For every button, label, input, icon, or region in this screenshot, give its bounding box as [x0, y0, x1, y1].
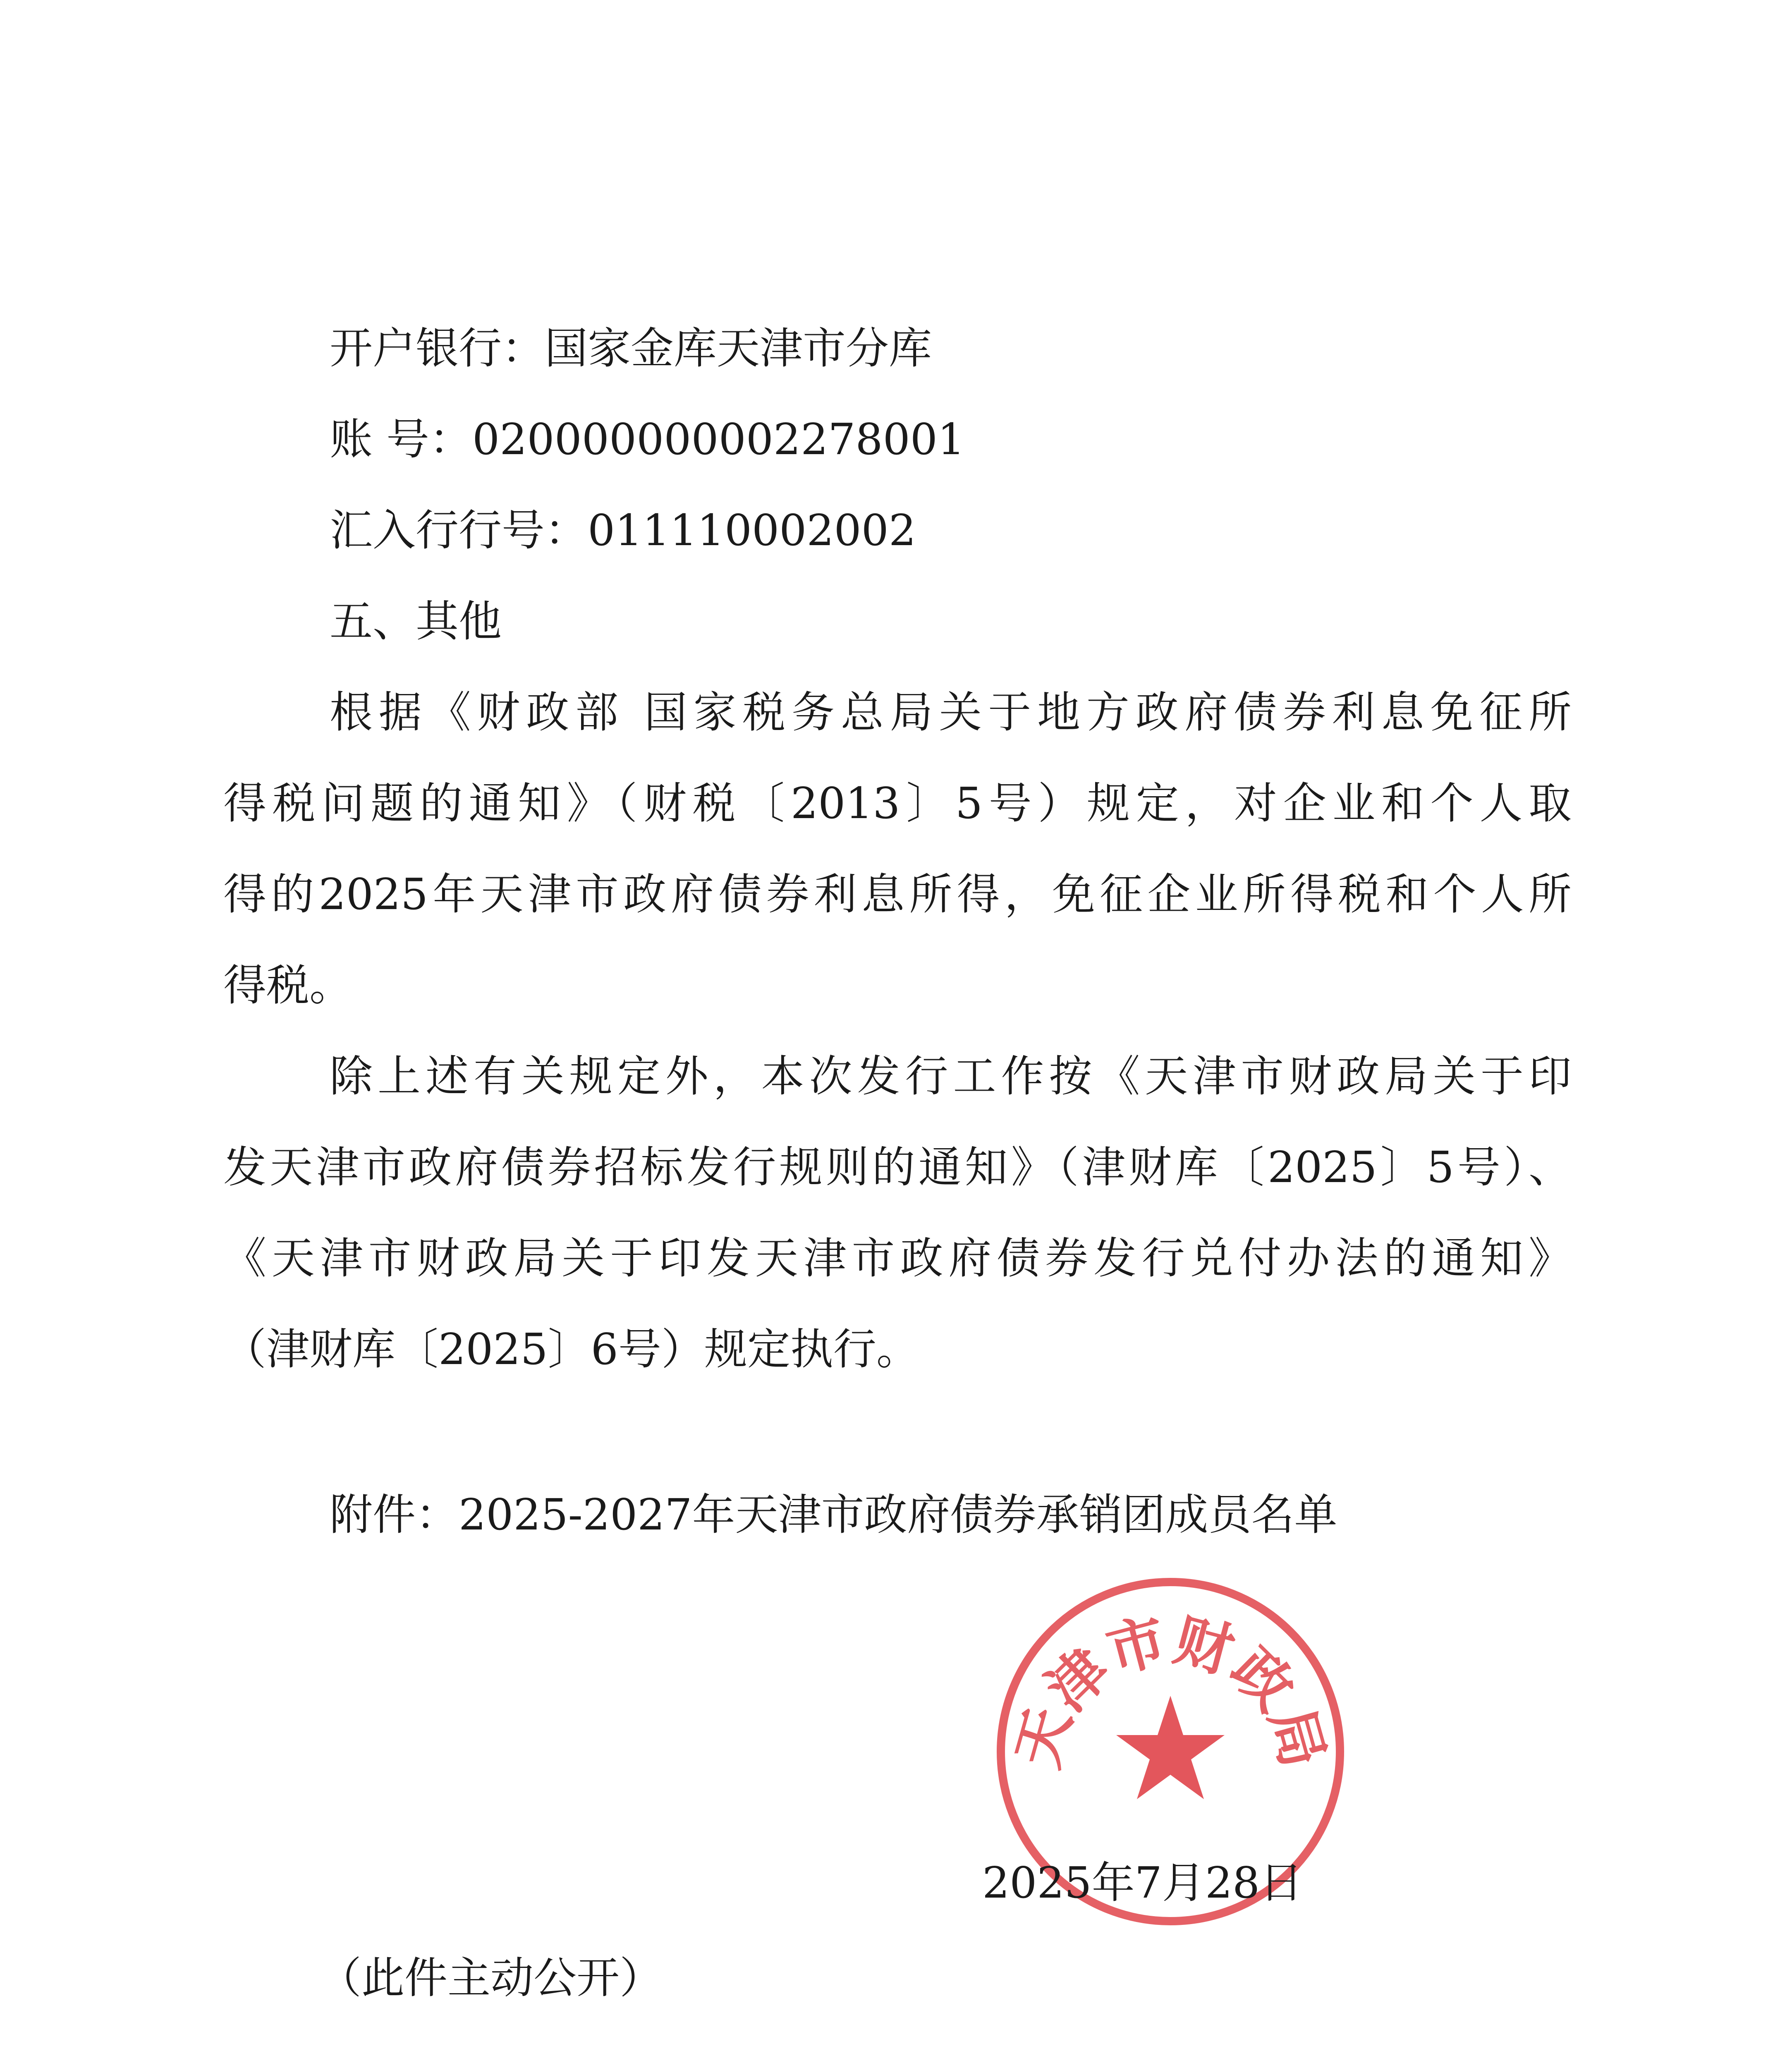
paragraph-line: 《天津市财政局关于印发天津市政府债券发行兑付办法的通知》	[223, 1233, 1572, 1283]
attachment-line: 附件：2025-2027年天津市政府债券承销团成员名单	[330, 1489, 1337, 1540]
paragraph-line: 根据《财政部 国家税务总局关于地方政府债券利息免征所	[330, 687, 1572, 737]
paragraph-line: 得税问题的通知》（财税〔2013〕5号）规定，对企业和个人取	[223, 778, 1572, 828]
disclosure-note: （此件主动公开）	[318, 1953, 663, 2003]
paragraph-line: （津财库〔2025〕6号）规定执行。	[223, 1324, 919, 1374]
star-icon	[1116, 1696, 1225, 1799]
account-number-line: 账 号：020000000002278001	[330, 414, 965, 464]
bank-line: 开户银行：国家金库天津市分库	[330, 323, 932, 373]
paragraph-line: 得的2025年天津市政府债券利息所得，免征企业所得税和个人所	[223, 869, 1572, 919]
seal-text: 天津市财政局	[1003, 1606, 1338, 1775]
routing-number-line: 汇入行行号：011110002002	[330, 505, 916, 555]
paragraph-line: 除上述有关规定外，本次发行工作按《天津市财政局关于印	[330, 1051, 1572, 1101]
issue-date: 2025年7月28日	[982, 1857, 1303, 1908]
paragraph-line: 发天津市政府债券招标发行规则的通知》（津财库〔2025〕5号）、	[223, 1142, 1572, 1192]
paragraph-line: 得税。	[223, 960, 353, 1010]
section-heading: 五、其他	[330, 596, 502, 646]
